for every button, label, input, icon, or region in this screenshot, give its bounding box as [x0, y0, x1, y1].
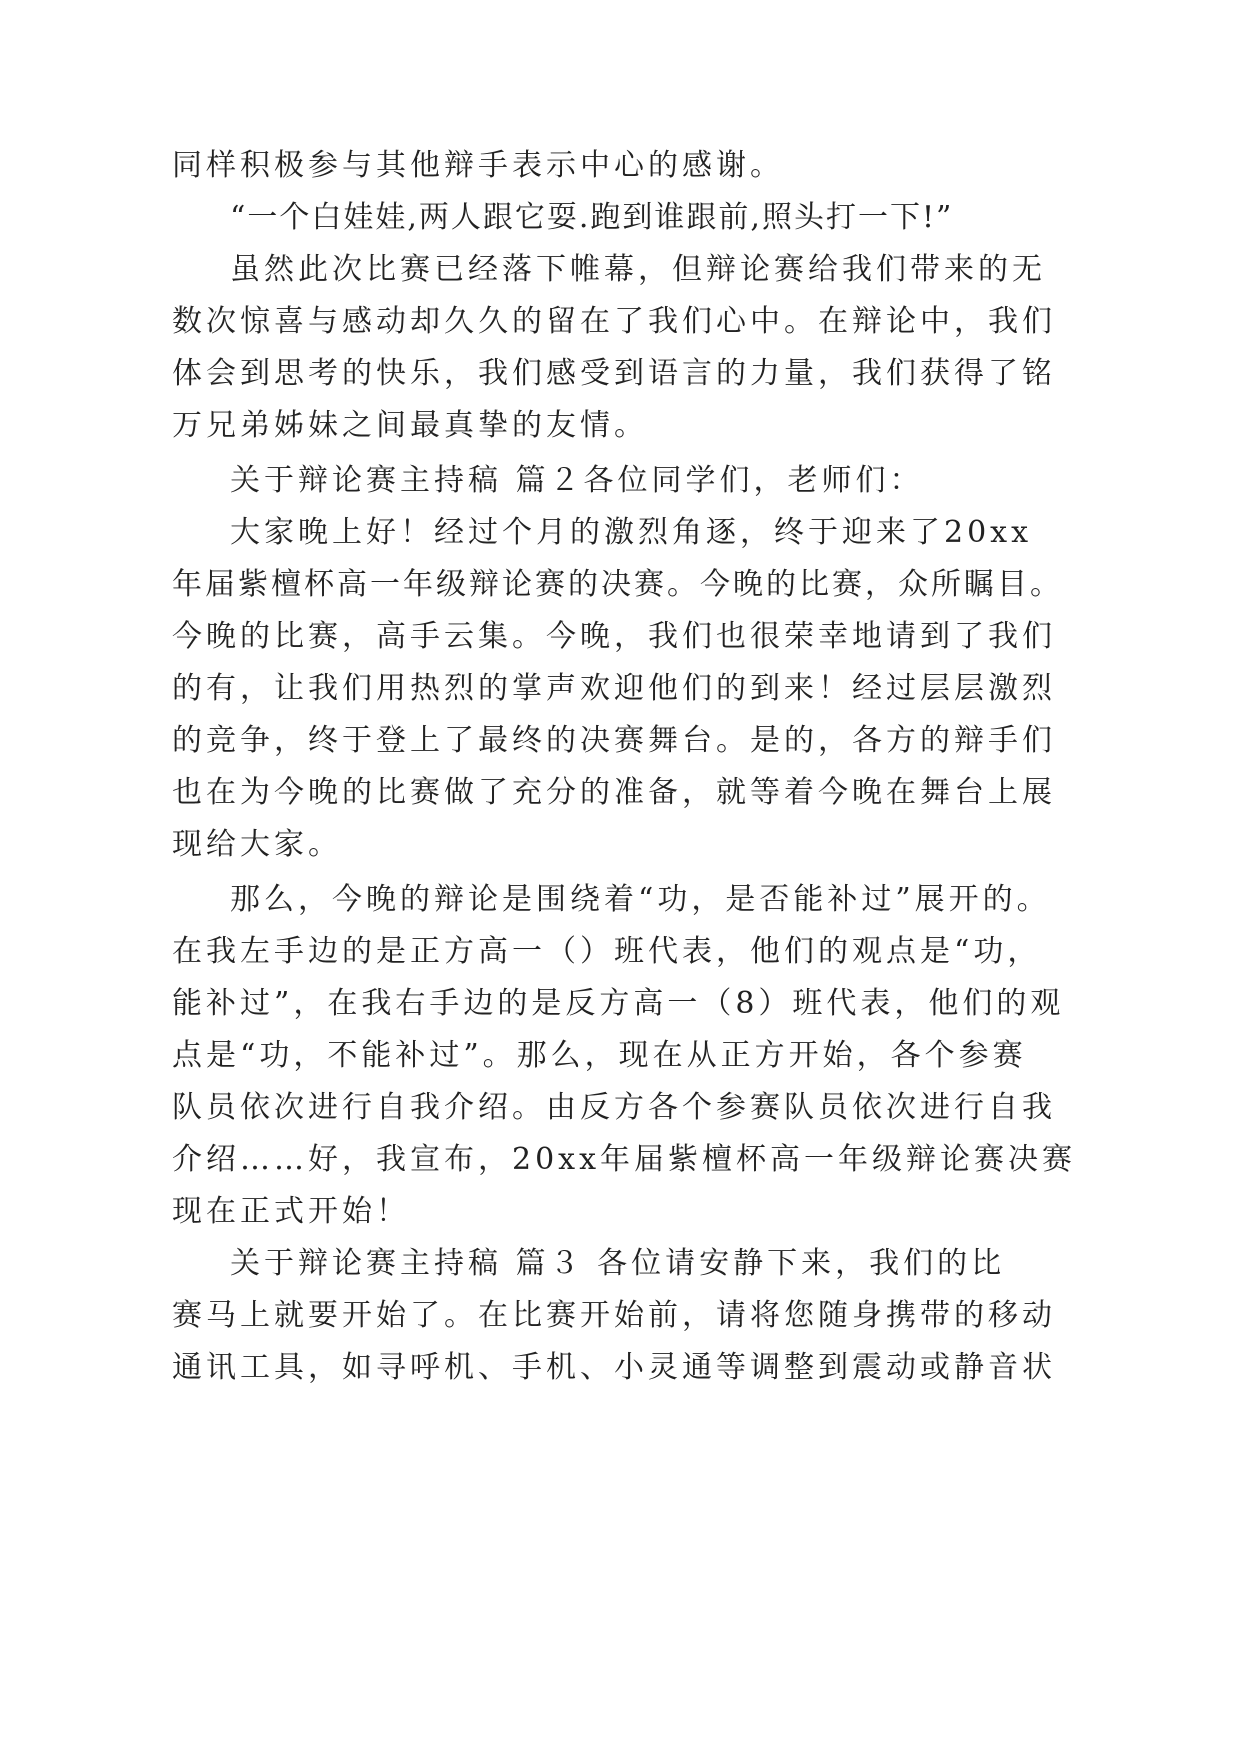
text-line: 队员依次进行自我介绍。由反方各个参赛队员依次进行自我	[172, 1090, 1056, 1125]
text-line: 也在为今晚的比赛做了充分的准备，就等着今晚在舞台上展	[172, 775, 1056, 810]
text-line: 现给大家。	[172, 827, 342, 862]
text-line: 点是“功，不能补过”。那么，现在从正方开始，各个参赛	[172, 1038, 1027, 1073]
section-heading: 关于辩论赛主持稿 篇２各位同学们，老师们：	[230, 463, 924, 498]
text-line: 数次惊喜与感动却久久的留在了我们心中。在辩论中，我们	[172, 304, 1056, 339]
text-line: 同样积极参与其他辩手表示中心的感谢。	[172, 148, 784, 183]
text-line: 今晚的比赛，高手云集。今晚，我们也很荣幸地请到了我们	[172, 619, 1056, 654]
text-line: 体会到思考的快乐，我们感受到语言的力量，我们获得了铭	[172, 356, 1056, 391]
text-line: 通讯工具，如寻呼机、手机、小灵通等调整到震动或静音状	[172, 1350, 1056, 1385]
section-heading: 关于辩论赛主持稿 篇３ 各位请安静下来，我们的比	[230, 1246, 1006, 1281]
text-line: “一个白娃娃,两人跟它耍.跑到谁跟前,照头打一下!”	[230, 200, 954, 235]
text-line: 的有，让我们用热烈的掌声欢迎他们的到来！经过层层激烈	[172, 671, 1056, 706]
text-line: 大家晚上好！经过个月的激烈角逐，终于迎来了20xx	[230, 515, 1033, 550]
text-line: 赛马上就要开始了。在比赛开始前，请将您随身携带的移动	[172, 1298, 1056, 1333]
text-line: 的竞争，终于登上了最终的决赛舞台。是的，各方的辩手们	[172, 723, 1056, 758]
text-line: 在我左手边的是正方高一（）班代表，他们的观点是“功，	[172, 934, 1042, 969]
text-line: 能补过”，在我右手边的是反方高一（8）班代表，他们的观	[172, 986, 1065, 1021]
text-line: 虽然此次比赛已经落下帷幕，但辩论赛给我们带来的无	[230, 252, 1046, 287]
text-line: 现在正式开始！	[172, 1194, 410, 1229]
text-line: 那么，今晚的辩论是围绕着“功，是否能补过”展开的。	[230, 882, 1051, 917]
text-line: 万兄弟姊妹之间最真挚的友情。	[172, 408, 648, 443]
text-line: 介绍……好，我宣布，20xx年届紫檀杯高一年级辩论赛决赛	[172, 1142, 1077, 1177]
text-line: 年届紫檀杯高一年级辩论赛的决赛。今晚的比赛，众所瞩目。	[172, 567, 1063, 602]
